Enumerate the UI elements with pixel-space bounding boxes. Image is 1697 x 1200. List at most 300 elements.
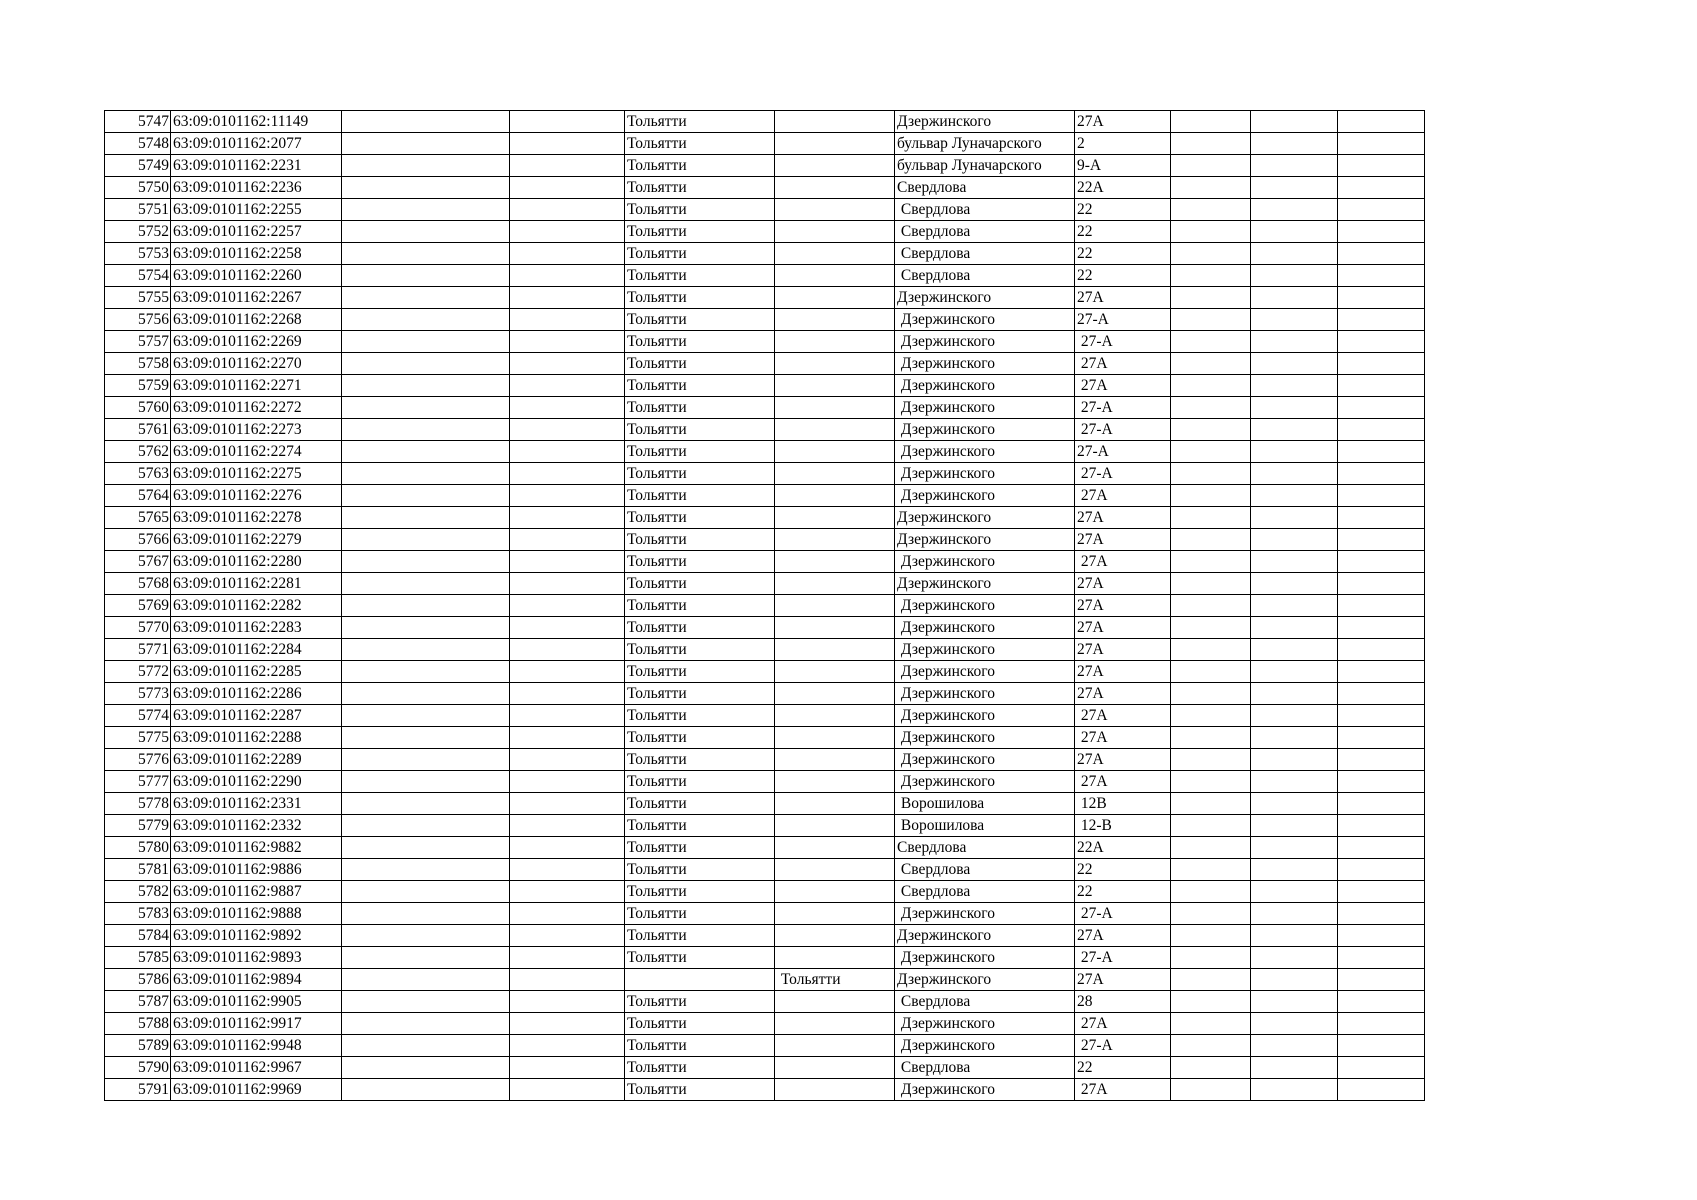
house-number-cell: 27А [1075,1013,1171,1035]
house-number-cell: 27А [1075,111,1171,133]
house-number-cell: 27А [1075,969,1171,991]
empty-cell [510,771,625,793]
cadastral-number-cell: 63:09:0101162:9969 [171,1079,342,1101]
table-row [105,485,1425,507]
city-cell: Тольятти [625,793,775,815]
empty-cell [1251,199,1338,221]
street-cell: Дзержинского [895,749,1075,771]
city-cell: Тольятти [625,903,775,925]
empty-cell [1171,573,1251,595]
house-number-cell: 22 [1075,221,1171,243]
row-number-cell: 5748 [105,133,171,155]
empty-cell [510,661,625,683]
city-alt-cell [775,507,895,529]
street-cell: Дзержинского [895,529,1075,551]
empty-cell [1171,551,1251,573]
empty-cell [1338,529,1425,551]
row-number-cell: 5787 [105,991,171,1013]
city-cell: Тольятти [625,331,775,353]
street-cell: Дзержинского [895,441,1075,463]
cadastral-number-cell: 63:09:0101162:2276 [171,485,342,507]
cadastral-number-cell: 63:09:0101162:9948 [171,1035,342,1057]
empty-cell [342,595,510,617]
street-cell: Дзержинского [895,309,1075,331]
table-row [105,793,1425,815]
cadastral-number-cell: 63:09:0101162:2258 [171,243,342,265]
street-cell: Дзержинского [895,1035,1075,1057]
row-number-cell: 5767 [105,551,171,573]
cadastral-number-cell: 63:09:0101162:9888 [171,903,342,925]
empty-cell [342,705,510,727]
city-alt-cell [775,551,895,573]
empty-cell [342,859,510,881]
table-row [105,727,1425,749]
empty-cell [1171,1079,1251,1101]
empty-cell [1251,507,1338,529]
empty-cell [1171,793,1251,815]
empty-cell [342,133,510,155]
empty-cell [1338,705,1425,727]
row-number-cell: 5769 [105,595,171,617]
empty-cell [1338,859,1425,881]
row-number-cell: 5780 [105,837,171,859]
empty-cell [1171,507,1251,529]
empty-cell [1251,595,1338,617]
empty-cell [1338,683,1425,705]
city-alt-cell [775,155,895,177]
cadastral-number-cell: 63:09:0101162:2260 [171,265,342,287]
city-cell: Тольятти [625,947,775,969]
empty-cell [1251,265,1338,287]
house-number-cell: 27А [1075,771,1171,793]
house-number-cell: 27А [1075,507,1171,529]
empty-cell [1171,661,1251,683]
city-cell: Тольятти [625,309,775,331]
empty-cell [1251,1057,1338,1079]
empty-cell [1338,133,1425,155]
row-number-cell: 5776 [105,749,171,771]
cadastral-number-cell: 63:09:0101162:9886 [171,859,342,881]
city-alt-cell [775,133,895,155]
empty-cell [342,727,510,749]
empty-cell [510,441,625,463]
house-number-cell: 22 [1075,199,1171,221]
cadastral-number-cell: 63:09:0101162:11149 [171,111,342,133]
empty-cell [342,771,510,793]
house-number-cell: 27А [1075,705,1171,727]
city-alt-cell [775,199,895,221]
empty-cell [342,485,510,507]
cadastral-number-cell: 63:09:0101162:2286 [171,683,342,705]
table-row [105,683,1425,705]
city-alt-cell [775,947,895,969]
empty-cell [342,793,510,815]
street-cell: Дзержинского [895,947,1075,969]
empty-cell [1251,683,1338,705]
table-row [105,177,1425,199]
city-cell: Тольятти [625,155,775,177]
row-number-cell: 5765 [105,507,171,529]
table-row [105,1013,1425,1035]
table-row [105,1079,1425,1101]
city-cell: Тольятти [625,551,775,573]
house-number-cell: 27А [1075,287,1171,309]
empty-cell [1171,441,1251,463]
empty-cell [342,1057,510,1079]
empty-cell [1338,969,1425,991]
house-number-cell: 9-А [1075,155,1171,177]
cadastral-number-cell: 63:09:0101162:2267 [171,287,342,309]
street-cell: Свердлова [895,859,1075,881]
city-cell [625,969,775,991]
street-cell: Дзержинского [895,507,1075,529]
empty-cell [1338,463,1425,485]
row-number-cell: 5749 [105,155,171,177]
empty-cell [1251,331,1338,353]
empty-cell [342,265,510,287]
empty-cell [1171,969,1251,991]
house-number-cell: 27А [1075,727,1171,749]
empty-cell [510,881,625,903]
table-row [105,463,1425,485]
empty-cell [342,353,510,375]
house-number-cell: 27А [1075,353,1171,375]
empty-cell [1338,353,1425,375]
street-cell: Дзержинского [895,661,1075,683]
empty-cell [342,507,510,529]
row-number-cell: 5779 [105,815,171,837]
city-cell: Тольятти [625,243,775,265]
row-number-cell: 5763 [105,463,171,485]
empty-cell [1338,551,1425,573]
empty-cell [342,441,510,463]
empty-cell [1171,749,1251,771]
row-number-cell: 5782 [105,881,171,903]
empty-cell [510,419,625,441]
street-cell: Дзержинского [895,903,1075,925]
empty-cell [1338,573,1425,595]
empty-cell [342,815,510,837]
empty-cell [1251,375,1338,397]
street-cell: Свердлова [895,243,1075,265]
street-cell: бульвар Луначарского [895,155,1075,177]
row-number-cell: 5764 [105,485,171,507]
empty-cell [1171,903,1251,925]
table-row [105,221,1425,243]
table-row [105,859,1425,881]
cadastral-number-cell: 63:09:0101162:2288 [171,727,342,749]
cadastral-number-cell: 63:09:0101162:2275 [171,463,342,485]
empty-cell [1251,727,1338,749]
house-number-cell: 22 [1075,243,1171,265]
house-number-cell: 27-А [1075,947,1171,969]
empty-cell [342,463,510,485]
empty-cell [1251,463,1338,485]
street-cell: Свердлова [895,221,1075,243]
empty-cell [510,265,625,287]
city-cell: Тольятти [625,925,775,947]
cadastral-number-cell: 63:09:0101162:2273 [171,419,342,441]
row-number-cell: 5755 [105,287,171,309]
empty-cell [1338,199,1425,221]
row-number-cell: 5774 [105,705,171,727]
empty-cell [510,133,625,155]
city-cell: Тольятти [625,463,775,485]
city-cell: Тольятти [625,595,775,617]
empty-cell [1251,661,1338,683]
cadastral-number-cell: 63:09:0101162:2285 [171,661,342,683]
table-row [105,815,1425,837]
table-row [105,309,1425,331]
empty-cell [1251,177,1338,199]
house-number-cell: 27А [1075,551,1171,573]
city-cell: Тольятти [625,1057,775,1079]
cadastral-number-cell: 63:09:0101162:2282 [171,595,342,617]
street-cell: Свердлова [895,837,1075,859]
empty-cell [1338,881,1425,903]
cadastral-number-cell: 63:09:0101162:2269 [171,331,342,353]
cadastral-number-cell: 63:09:0101162:2270 [171,353,342,375]
empty-cell [1338,991,1425,1013]
empty-cell [510,485,625,507]
empty-cell [1251,815,1338,837]
city-cell: Тольятти [625,419,775,441]
city-alt-cell [775,815,895,837]
cadastral-number-cell: 63:09:0101162:2332 [171,815,342,837]
empty-cell [1338,309,1425,331]
empty-cell [510,969,625,991]
empty-cell [1251,947,1338,969]
city-cell: Тольятти [625,683,775,705]
empty-cell [342,903,510,925]
cadastral-number-cell: 63:09:0101162:2255 [171,199,342,221]
empty-cell [1171,155,1251,177]
city-alt-cell [775,1035,895,1057]
empty-cell [342,925,510,947]
house-number-cell: 28 [1075,991,1171,1013]
house-number-cell: 27А [1075,485,1171,507]
table-row [105,353,1425,375]
empty-cell [1251,969,1338,991]
table-row [105,287,1425,309]
empty-cell [1251,155,1338,177]
street-cell: бульвар Луначарского [895,133,1075,155]
table-row [105,925,1425,947]
empty-cell [1338,287,1425,309]
cadastral-number-cell: 63:09:0101162:2272 [171,397,342,419]
street-cell: Дзержинского [895,331,1075,353]
empty-cell [510,639,625,661]
street-cell: Дзержинского [895,1013,1075,1035]
street-cell: Свердлова [895,991,1075,1013]
house-number-cell: 27А [1075,529,1171,551]
table-row [105,111,1425,133]
empty-cell [1338,375,1425,397]
row-number-cell: 5753 [105,243,171,265]
empty-cell [1171,1035,1251,1057]
city-alt-cell [775,397,895,419]
empty-cell [510,793,625,815]
row-number-cell: 5791 [105,1079,171,1101]
empty-cell [1338,771,1425,793]
city-alt-cell [775,221,895,243]
empty-cell [1171,639,1251,661]
cadastral-number-cell: 63:09:0101162:2257 [171,221,342,243]
city-alt-cell [775,683,895,705]
empty-cell [510,331,625,353]
empty-cell [342,969,510,991]
city-alt-cell [775,639,895,661]
cadastral-number-cell: 63:09:0101162:2290 [171,771,342,793]
table-row [105,661,1425,683]
table-row [105,1035,1425,1057]
city-alt-cell [775,331,895,353]
table-row [105,507,1425,529]
empty-cell [510,1035,625,1057]
cadastral-number-cell: 63:09:0101162:2284 [171,639,342,661]
row-number-cell: 5775 [105,727,171,749]
empty-cell [342,573,510,595]
city-cell: Тольятти [625,1013,775,1035]
empty-cell [1338,243,1425,265]
row-number-cell: 5768 [105,573,171,595]
house-number-cell: 27-А [1075,1035,1171,1057]
empty-cell [1251,551,1338,573]
empty-cell [510,837,625,859]
empty-cell [342,881,510,903]
empty-cell [1171,375,1251,397]
house-number-cell: 2 [1075,133,1171,155]
empty-cell [510,683,625,705]
empty-cell [342,617,510,639]
house-number-cell: 27А [1075,661,1171,683]
cadastral-number-cell: 63:09:0101162:2271 [171,375,342,397]
house-number-cell: 27А [1075,639,1171,661]
empty-cell [1251,793,1338,815]
city-cell: Тольятти [625,815,775,837]
cadastral-number-cell: 63:09:0101162:9887 [171,881,342,903]
city-cell: Тольятти [625,881,775,903]
empty-cell [1338,837,1425,859]
street-cell: Дзержинского [895,1079,1075,1101]
house-number-cell: 22 [1075,265,1171,287]
empty-cell [1338,595,1425,617]
empty-cell [342,1035,510,1057]
table-row [105,595,1425,617]
empty-cell [1251,617,1338,639]
table-row [105,419,1425,441]
cadastral-number-cell: 63:09:0101162:2280 [171,551,342,573]
row-number-cell: 5781 [105,859,171,881]
street-cell: Дзержинского [895,705,1075,727]
empty-cell [342,529,510,551]
city-cell: Тольятти [625,705,775,727]
empty-cell [1171,221,1251,243]
street-cell: Дзержинского [895,771,1075,793]
empty-cell [510,397,625,419]
city-cell: Тольятти [625,177,775,199]
empty-cell [342,991,510,1013]
city-alt-cell [775,925,895,947]
empty-cell [1251,903,1338,925]
empty-cell [510,903,625,925]
empty-cell [1251,529,1338,551]
empty-cell [510,1079,625,1101]
row-number-cell: 5772 [105,661,171,683]
empty-cell [510,1013,625,1035]
cadastral-number-cell: 63:09:0101162:2289 [171,749,342,771]
table-row [105,947,1425,969]
street-cell: Дзержинского [895,683,1075,705]
house-number-cell: 27А [1075,683,1171,705]
empty-cell [1251,287,1338,309]
city-cell: Тольятти [625,111,775,133]
empty-cell [510,573,625,595]
empty-cell [1251,1079,1338,1101]
row-number-cell: 5783 [105,903,171,925]
city-alt-cell [775,485,895,507]
empty-cell [1251,441,1338,463]
empty-cell [1251,243,1338,265]
empty-cell [342,1079,510,1101]
empty-cell [1171,727,1251,749]
row-number-cell: 5759 [105,375,171,397]
empty-cell [1338,397,1425,419]
empty-cell [1251,133,1338,155]
empty-cell [1338,331,1425,353]
street-cell: Свердлова [895,1057,1075,1079]
empty-cell [1171,243,1251,265]
city-alt-cell [775,529,895,551]
row-number-cell: 5770 [105,617,171,639]
house-number-cell: 27А [1075,573,1171,595]
table-row [105,639,1425,661]
empty-cell [1171,1013,1251,1035]
empty-cell [342,639,510,661]
table-row [105,375,1425,397]
empty-cell [1251,771,1338,793]
city-alt-cell [775,243,895,265]
street-cell: Дзержинского [895,573,1075,595]
empty-cell [342,287,510,309]
row-number-cell: 5789 [105,1035,171,1057]
cadastral-number-cell: 63:09:0101162:2278 [171,507,342,529]
empty-cell [510,111,625,133]
empty-cell [1171,683,1251,705]
street-cell: Дзержинского [895,551,1075,573]
cadastral-number-cell: 63:09:0101162:9893 [171,947,342,969]
city-alt-cell [775,749,895,771]
city-cell: Тольятти [625,1035,775,1057]
empty-cell [1171,265,1251,287]
city-cell: Тольятти [625,199,775,221]
city-cell: Тольятти [625,353,775,375]
empty-cell [1338,441,1425,463]
empty-cell [1171,331,1251,353]
row-number-cell: 5785 [105,947,171,969]
city-cell: Тольятти [625,287,775,309]
street-cell: Дзержинского [895,111,1075,133]
empty-cell [510,815,625,837]
empty-cell [510,507,625,529]
house-number-cell: 27-А [1075,331,1171,353]
empty-cell [342,111,510,133]
empty-cell [1251,1035,1338,1057]
empty-cell [1338,1057,1425,1079]
row-number-cell: 5784 [105,925,171,947]
row-number-cell: 5758 [105,353,171,375]
empty-cell [1338,1079,1425,1101]
